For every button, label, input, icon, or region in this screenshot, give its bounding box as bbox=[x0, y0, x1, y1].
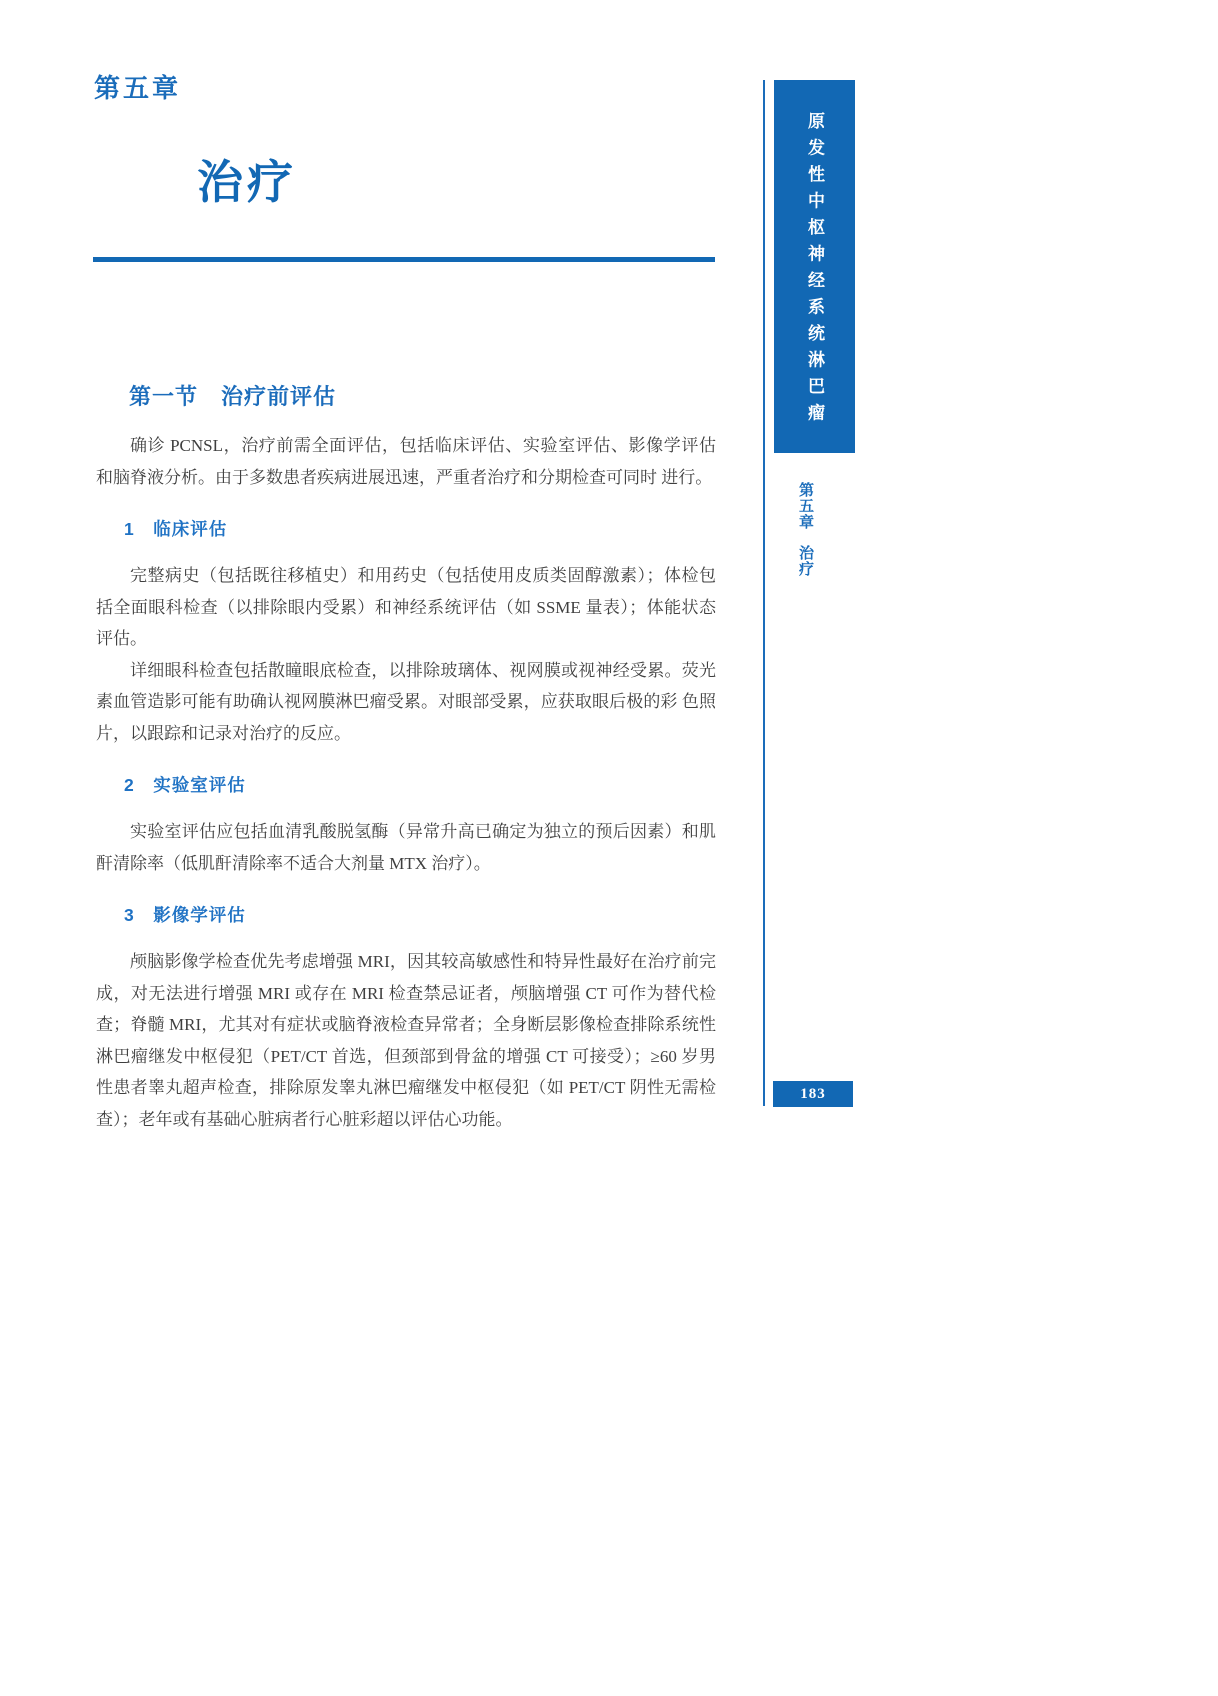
chapter-marker-title: 治疗 bbox=[797, 545, 813, 577]
chapter-side-marker bbox=[795, 482, 816, 577]
title-divider-rule bbox=[93, 257, 715, 262]
intro-paragraph: 确诊 PCNSL，治疗前需全面评估，包括临床评估、实验室评估、影像学评估 和脑脊液分析。由于多数患者疾病进展迅速，严重者治疗和分期检查可同时 进行。 bbox=[96, 436, 716, 487]
body-paragraph: 实验室评估应包括血清乳酸脱氢酶（异常升高已确定为独立的预后因素）和肌酐清除率（低肌酐清除率不适合大剂量 MTX 治疗）。 bbox=[96, 822, 716, 873]
main-text-column bbox=[96, 380, 716, 1135]
sidebar-vertical-rule bbox=[763, 80, 765, 1106]
book-title-vertical-text: 原发性中枢神经系统淋巴瘤 bbox=[805, 112, 824, 430]
book-title-banner bbox=[774, 80, 855, 453]
body-paragraph: 详细眼科检查包括散瞳眼底检查，以排除玻璃体、视网膜或视神经受累。荧光素血管造影可能有助确认视网膜淋巴瘤受累。对眼部受累，应获取眼后极的彩 色照片，以跟踪和记录对治疗的反应。 bbox=[96, 660, 716, 743]
subsection-heading-3: 3 影像学评估 bbox=[124, 905, 246, 925]
subsection-heading-2: 2 实验室评估 bbox=[124, 775, 246, 795]
subsection-heading-1: 1 临床评估 bbox=[124, 519, 228, 539]
section-heading: 第一节 治疗前评估 bbox=[129, 384, 337, 409]
chapter-number-label: 第五章 bbox=[94, 73, 182, 103]
body-paragraph: 完整病史（包括既往移植史）和用药史（包括使用皮质类固醇激素）；体检包括全面眼科检查（以排除眼内受累）和神经系统评估（如 SSME 量表）；体能状态评估。 bbox=[96, 566, 716, 648]
page-number-badge: 183 bbox=[773, 1081, 853, 1107]
body-paragraph: 颅脑影像学检查优先考虑增强 MRI，因其较高敏感性和特异性最好在治疗前完成，对无法进行增强 MRI 或存在 MRI 检查禁忌证者，颅脑增强 CT 可作为替代检查；脊髓 MRI，尤其对有症状或脑脊液检查异常者；全身断层影像检查排除系统性淋巴瘤继发中枢侵犯（PET/CT 首选，但颈部到骨盆的增强 CT 可接受）；≥60 岁男性患者睾丸超声检查，排除原发睾丸淋巴瘤继发中枢侵犯（如 PET/CT 阴性无需检查）；老年或有基础心脏病者行心脏彩超以评估心功能。 bbox=[96, 952, 716, 1129]
chapter-title: 治疗 bbox=[197, 156, 297, 208]
chapter-marker-label: 第五章 bbox=[797, 482, 813, 530]
